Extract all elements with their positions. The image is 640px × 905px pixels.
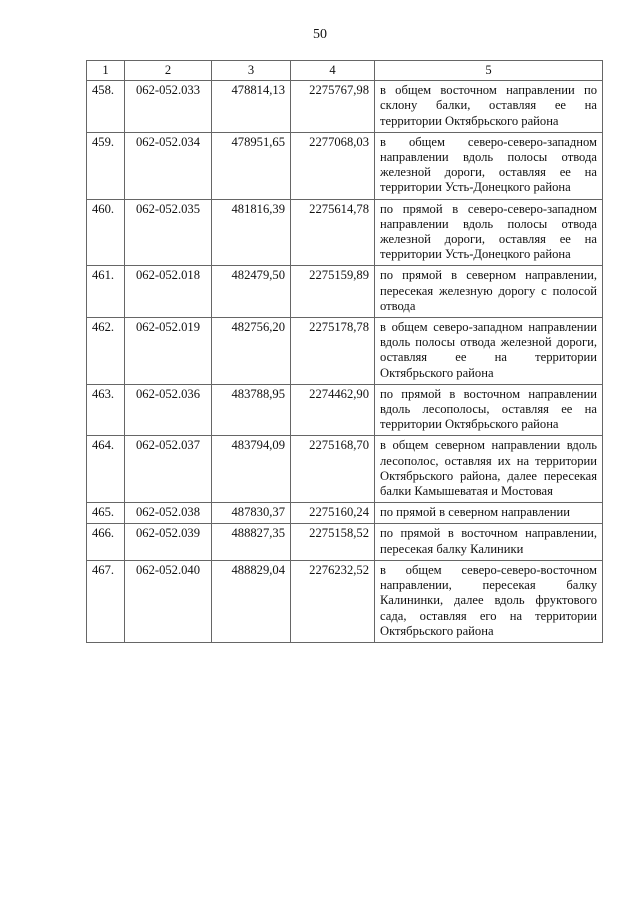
boundary-description: в общем северо-западном направлении вдоль полосы отвода железной дороги, оставляя ее на территории Октябрьского района [375,318,603,385]
table-row [87,503,603,524]
point-code: 062-052.038 [125,503,212,524]
boundary-description: в общем северо-северо-восточном направлении, пересекая балку Калининки, далее вдоль фруктового сада, оставляя его на территории Октябрьского района [375,560,603,642]
boundary-description: по прямой в северном направлении [375,503,603,524]
header-col-2: 2 [125,61,212,81]
coordinate-y: 2275168,70 [291,436,375,503]
header-col-5: 5 [375,61,603,81]
boundary-description: в общем северном направлении вдоль лесополос, оставляя их на территории Октябрьского района, далее пересекая балки Камышеватая и Мостовая [375,436,603,503]
coordinate-y: 2275158,52 [291,524,375,560]
point-code: 062-052.039 [125,524,212,560]
table-row [87,266,603,318]
boundary-description: по прямой в северном направлении, пересекая железную дорогу с полосой отвода [375,266,603,318]
point-code: 062-052.034 [125,132,212,199]
table-row [87,524,603,560]
point-code: 062-052.018 [125,266,212,318]
coordinate-x: 481816,39 [212,199,291,266]
boundary-description: в общем северо-северо-западном направлении вдоль полосы отвода железной дороги, оставляя ее на территории Усть-Донецкого района [375,132,603,199]
coordinate-x: 483788,95 [212,384,291,436]
boundary-description: в общем восточном направлении по склону балки, оставляя ее на территории Октябрьского района [375,81,603,133]
coordinate-x: 483794,09 [212,436,291,503]
point-code: 062-052.037 [125,436,212,503]
header-col-3: 3 [212,61,291,81]
point-code: 062-052.035 [125,199,212,266]
boundary-points-table [86,60,603,643]
row-number: 461. [87,266,125,318]
page-number: 50 [313,27,327,42]
point-code: 062-052.036 [125,384,212,436]
row-number: 463. [87,384,125,436]
header-col-1: 1 [87,61,125,81]
coordinate-y: 2277068,03 [291,132,375,199]
coordinate-y: 2275767,98 [291,81,375,133]
row-number: 462. [87,318,125,385]
row-number: 460. [87,199,125,266]
coordinate-x: 482756,20 [212,318,291,385]
coordinate-y: 2275160,24 [291,503,375,524]
coordinate-x: 487830,37 [212,503,291,524]
table-row [87,199,603,266]
boundary-description: по прямой в восточном направлении вдоль лесополосы, оставляя ее на территории Октябрьского района [375,384,603,436]
point-code: 062-052.040 [125,560,212,642]
coordinate-x: 482479,50 [212,266,291,318]
row-number: 464. [87,436,125,503]
table-row [87,81,603,133]
row-number: 467. [87,560,125,642]
table-row [87,436,603,503]
coordinate-x: 488829,04 [212,560,291,642]
table-row [87,318,603,385]
coordinate-y: 2274462,90 [291,384,375,436]
coordinate-y: 2275178,78 [291,318,375,385]
coordinate-y: 2275614,78 [291,199,375,266]
boundary-description: по прямой в северо-северо-западном направлении вдоль полосы отвода железной дороги, оставляя ее на территории Усть-Донецкого района [375,199,603,266]
row-number: 465. [87,503,125,524]
coordinate-x: 478951,65 [212,132,291,199]
row-number: 459. [87,132,125,199]
table-row [87,560,603,642]
table-row [87,132,603,199]
header-col-4: 4 [291,61,375,81]
table-row [87,384,603,436]
row-number: 458. [87,81,125,133]
coordinate-x: 478814,13 [212,81,291,133]
boundary-description: по прямой в восточном направлении, пересекая балку Калиники [375,524,603,560]
coordinate-y: 2276232,52 [291,560,375,642]
row-number: 466. [87,524,125,560]
coordinate-y: 2275159,89 [291,266,375,318]
point-code: 062-052.033 [125,81,212,133]
point-code: 062-052.019 [125,318,212,385]
table-header-row [87,61,603,81]
coordinate-x: 488827,35 [212,524,291,560]
